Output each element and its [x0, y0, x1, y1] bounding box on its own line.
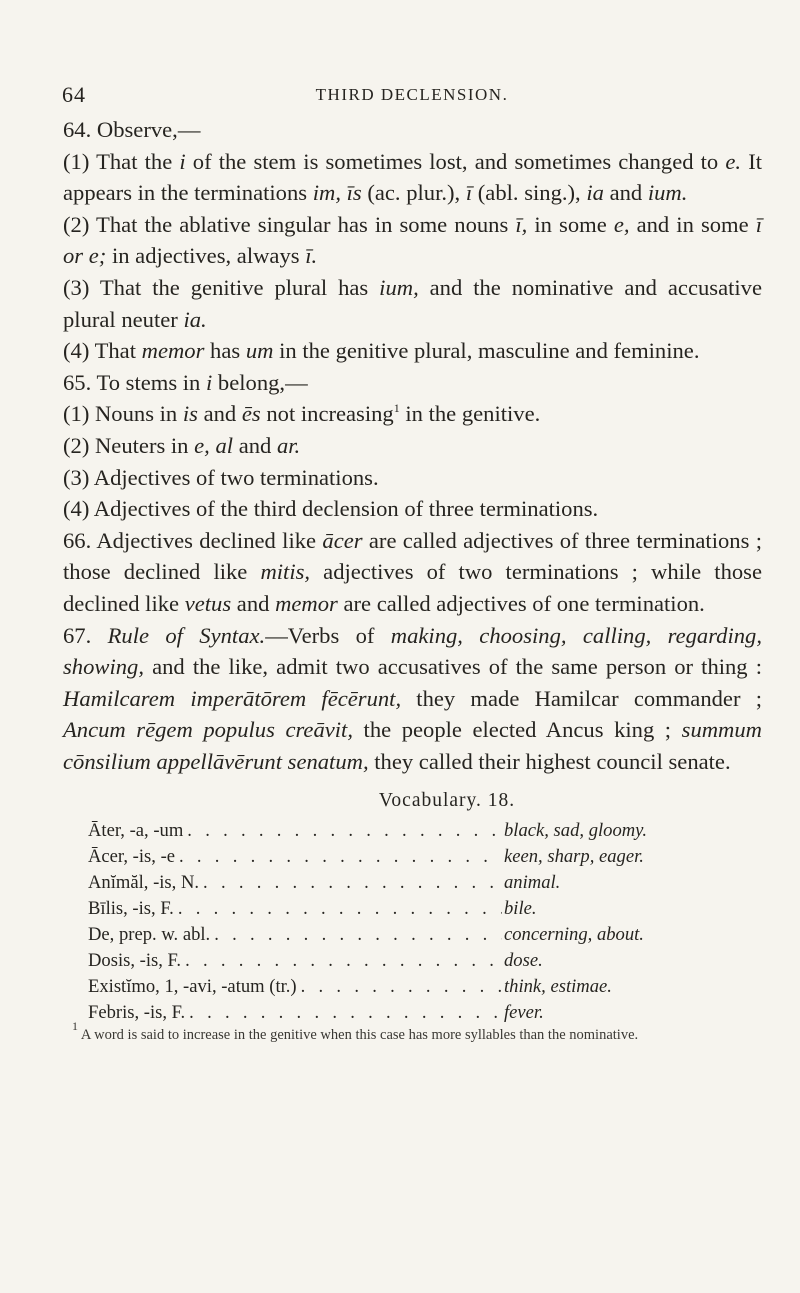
vocabulary-list [62, 818, 762, 1026]
section-65-intro: 65. To stems in i belong,— [63, 369, 308, 395]
page-number: 64 [62, 82, 86, 107]
running-head [62, 82, 762, 112]
leader-dots [185, 1000, 502, 1026]
vocabulary-entry [62, 844, 762, 870]
vocabulary-entry [62, 974, 762, 1000]
section-66: 66. Adjectives declined like ācer are called adjectives of three terminations ; those declined like mitis, adjectives of two terminations ; while those declined like vetus and memor are called adjectives of one termination. [63, 527, 762, 616]
vocabulary-term: Dosis, -is, F. [88, 950, 182, 972]
vocabulary-gloss: keen, sharp, eager. [504, 846, 644, 868]
vocabulary-term: Febris, -is, F. [88, 1002, 186, 1024]
section-64-item-3: (3) That the genitive plural has ium, and the nominative and accusative plural neuter ia. [63, 274, 762, 332]
leader-dots [181, 948, 502, 974]
section-65-item-4: (4) Adjectives of the third declension of three terminations. [63, 496, 599, 522]
running-title: THIRD DECLENSION. [315, 85, 509, 104]
vocabulary-entry [62, 1000, 762, 1026]
footnote-mark: 1 [72, 1019, 78, 1034]
section-64-intro: 64. Observe,— [63, 117, 201, 142]
vocabulary-gloss: black, sad, gloomy. [504, 820, 648, 842]
leader-dots [175, 844, 502, 870]
vocabulary-gloss: think, estimae. [504, 976, 612, 998]
vocabulary-term: Bīlis, -is, F. [88, 898, 174, 920]
vocabulary-entry [62, 870, 762, 896]
vocabulary-entry [62, 948, 762, 974]
footnote-ref: 1 [393, 401, 400, 416]
section-65-item-1: (1) Nouns in is and ēs not increasing$^1$ in the genitive. [63, 401, 541, 427]
footnote-text: A word is said to increase in the genitive when this case has more syllables than the nominative. [78, 1027, 639, 1044]
vocabulary-term: Anĭmăl, -is, N. [88, 872, 200, 894]
vocabulary-entry [62, 922, 762, 948]
section-64-item-1: (1) That the i of the stem is sometimes lost, and sometimes changed to e. It appears in the terminations im, īs (ac. plur.), ī (abl. sing.), ia and ium. [63, 148, 763, 206]
leader-dots [210, 922, 502, 948]
section-64-item-4: (4) That memor has um in the genitive plural, masculine and feminine. [63, 338, 700, 364]
section-67: 67. Rule of Syntax.—Verbs of making, choosing, calling, regarding, showing, and the like, admit two accusatives of the same person or thing : Hamilcarem imperātōrem fēcērunt, they made Hamilcar commander ; Ancum rēgem populus creāvit, the people elected Ancus king ; summum cōnsilium appellāvērunt senatum, they called their highest council senate. [63, 622, 762, 774]
vocabulary-gloss: animal. [504, 872, 561, 894]
vocabulary-gloss: fever. [504, 1002, 544, 1024]
vocabulary-term: Ācer, -is, -e [88, 846, 176, 868]
vocabulary-term: Existĭmo, 1, -avi, -atum (tr.) [88, 976, 297, 998]
leader-dots [297, 974, 502, 1000]
section-65-item-3: (3) Adjectives of two terminations. [63, 464, 379, 490]
leader-dots [183, 818, 502, 844]
leader-dots [174, 896, 502, 922]
footnote [62, 1019, 762, 1044]
vocabulary-gloss: bile. [504, 898, 537, 920]
vocabulary-entry [62, 896, 762, 922]
vocabulary-term: Āter, -a, -um [88, 820, 184, 842]
vocabulary-entry [62, 818, 762, 844]
section-64-item-2: (2) That the ablative singular has in some nouns ī, in some e, and in some ī or e; in adjectives, always ī. [63, 211, 762, 269]
vocabulary-gloss: concerning, about. [504, 924, 644, 946]
vocabulary-term: De, prep. w. abl. [88, 924, 211, 946]
body-text [62, 114, 762, 1044]
vocabulary-title: Vocabulary. 18. [378, 790, 516, 812]
leader-dots [199, 870, 502, 896]
section-65-item-2: (2) Neuters in e, al and ar. [63, 432, 301, 458]
vocabulary-gloss: dose. [504, 950, 543, 972]
